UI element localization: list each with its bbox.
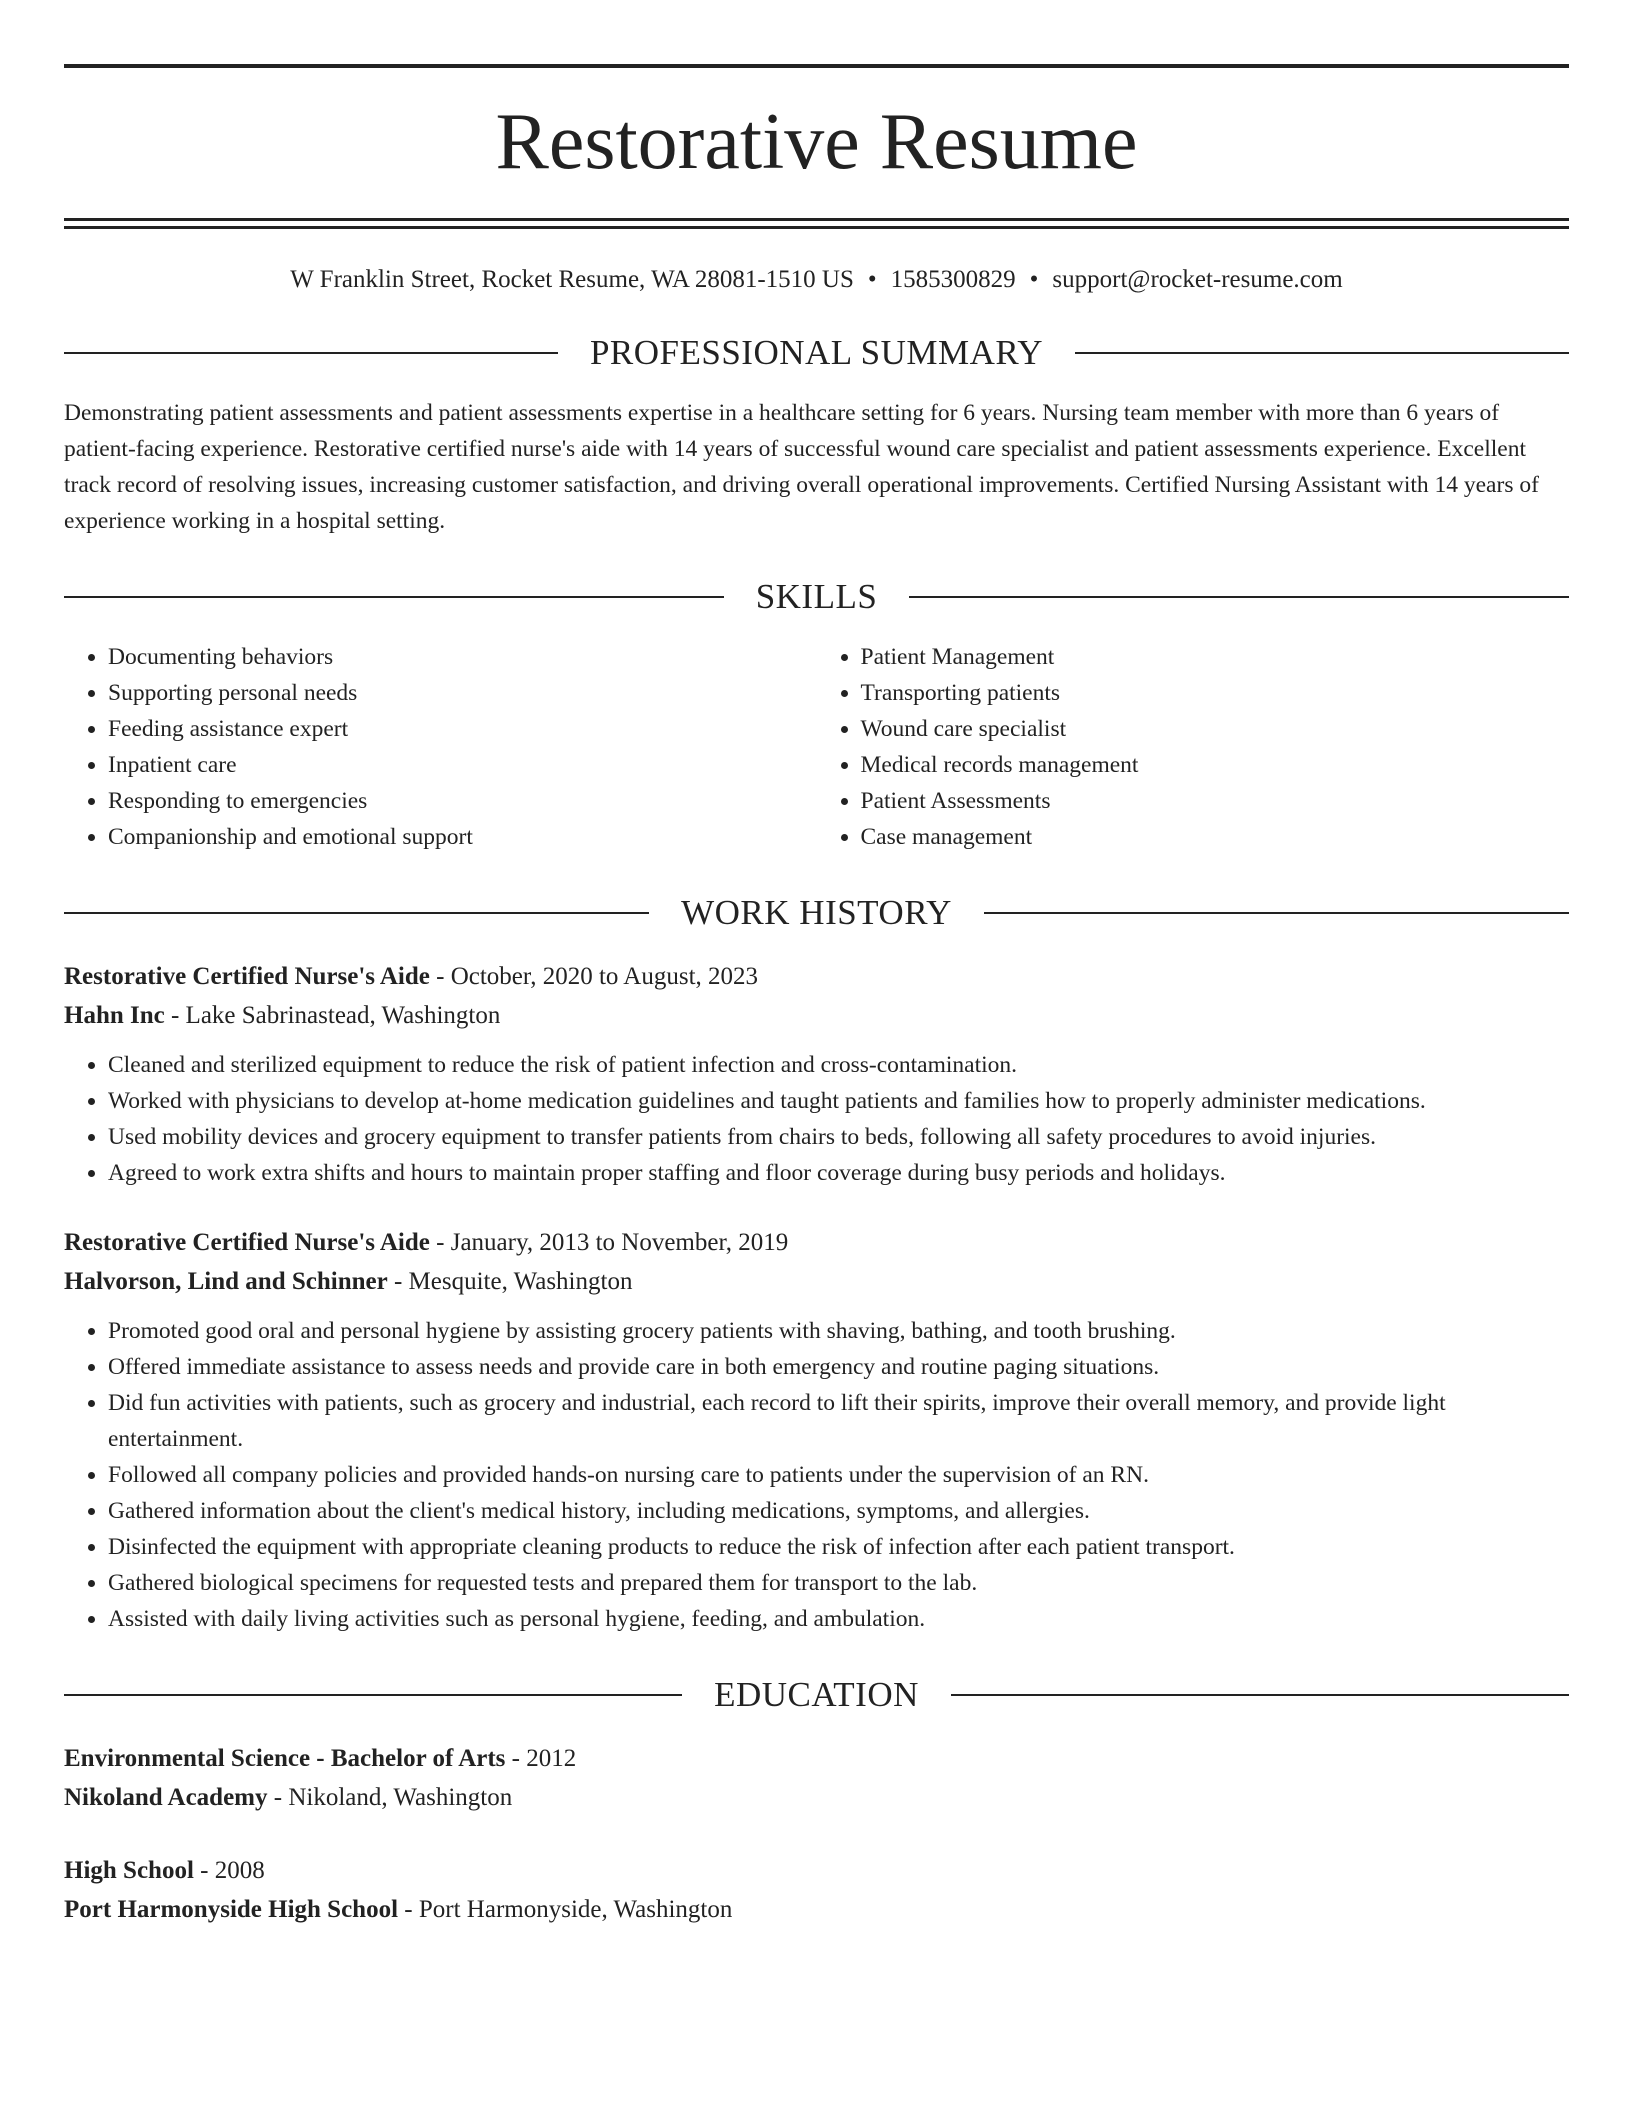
job-dates: - January, 2013 to November, 2019 bbox=[429, 1229, 789, 1256]
skill-item: • Responding to emergencies bbox=[108, 783, 817, 819]
job-title-line bbox=[64, 1223, 1569, 1262]
education-school: Port Harmonyside High School bbox=[64, 1896, 399, 1923]
skills-title: SKILLS bbox=[755, 577, 878, 616]
education-school-line bbox=[64, 1890, 1569, 1929]
job-title-line bbox=[64, 957, 1569, 996]
education-degree: Environmental Science - Bachelor of Arts bbox=[64, 1745, 506, 1772]
skills-column-left bbox=[64, 639, 817, 855]
skill-item: • Documenting behaviors bbox=[108, 639, 817, 675]
education-title: EDUCATION bbox=[714, 1675, 919, 1714]
job-entry bbox=[64, 957, 1569, 1191]
job-location: - Mesquite, Washington bbox=[387, 1268, 633, 1295]
job-company-line bbox=[64, 1262, 1569, 1301]
contact-line bbox=[64, 265, 1569, 295]
heading-rule bbox=[951, 1694, 1569, 1696]
name-double-rule bbox=[64, 218, 1569, 229]
skill-item: • Case management bbox=[861, 819, 1570, 855]
education-entry bbox=[64, 1739, 1569, 1817]
job-bullet: • Worked with physicians to develop at-home medication guidelines and taught patients and families how to properly administer medications. bbox=[108, 1083, 1569, 1119]
contact-email[interactable]: support@rocket-resume.com bbox=[1052, 266, 1343, 293]
skills-column-right bbox=[817, 639, 1570, 855]
job-bullets bbox=[64, 1047, 1569, 1191]
summary-text: Demonstrating patient assessments and patient assessments expertise in a healthcare setting for 6 years. Nursing team member with more than 6 years of patient-facing experience. Restorative certified nurse's aide with 14 years of successful wound care specialist and patient assessments experience. Excellent track record of resolving issues, increasing customer satisfaction, and driving overall operational improvements. Certified Nursing Assistant with 14 years of experience working in a hospital setting. bbox=[64, 400, 1539, 534]
job-bullets bbox=[64, 1313, 1569, 1637]
skill-item: • Companionship and emotional support bbox=[108, 819, 817, 855]
summary-section-heading bbox=[64, 333, 1569, 373]
heading-rule bbox=[64, 352, 558, 354]
education-degree-line bbox=[64, 1739, 1569, 1778]
education-school: Nikoland Academy bbox=[64, 1784, 268, 1811]
contact-separator: • bbox=[867, 266, 877, 293]
skill-item: • Patient Management bbox=[861, 639, 1570, 675]
job-role: Restorative Certified Nurse's Aide bbox=[64, 1229, 430, 1256]
skill-item: • Transporting patients bbox=[861, 675, 1570, 711]
skill-item: • Supporting personal needs bbox=[108, 675, 817, 711]
education-entry bbox=[64, 1851, 1569, 1929]
heading-rule bbox=[64, 1694, 682, 1696]
skills-list bbox=[64, 639, 1569, 855]
skill-item: • Feeding assistance expert bbox=[108, 711, 817, 747]
education-section-heading bbox=[64, 1675, 1569, 1715]
skills-section-heading bbox=[64, 577, 1569, 617]
work-title: WORK HISTORY bbox=[681, 893, 952, 932]
heading-rule bbox=[984, 912, 1569, 914]
job-bullet: • Gathered information about the client's medical history, including medications, symptoms, and allergies. bbox=[108, 1493, 1569, 1529]
education-degree: High School bbox=[64, 1857, 194, 1884]
job-bullet: • Promoted good oral and personal hygiene by assisting grocery patients with shaving, bathing, and tooth brushing. bbox=[108, 1313, 1569, 1349]
work-section-heading bbox=[64, 893, 1569, 933]
job-role: Restorative Certified Nurse's Aide bbox=[64, 963, 430, 990]
job-company: Halvorson, Lind and Schinner bbox=[64, 1268, 388, 1295]
heading-rule bbox=[1075, 352, 1569, 354]
education-year: - 2008 bbox=[193, 1857, 265, 1884]
contact-address: W Franklin Street, Rocket Resume, WA 28081-1510 US bbox=[290, 266, 854, 293]
job-bullet: • Offered immediate assistance to assess needs and provide care in both emergency and routine paging situations. bbox=[108, 1349, 1569, 1385]
job-bullet: • Followed all company policies and provided hands-on nursing care to patients under the supervision of an RN. bbox=[108, 1457, 1569, 1493]
job-bullet: • Gathered biological specimens for requested tests and prepared them for transport to the lab. bbox=[108, 1565, 1569, 1601]
education-location: - Port Harmonyside, Washington bbox=[398, 1896, 733, 1923]
heading-rule bbox=[909, 596, 1569, 598]
skill-item: • Inpatient care bbox=[108, 747, 817, 783]
top-rule bbox=[64, 64, 1569, 68]
job-bullet: • Disinfected the equipment with appropriate cleaning products to reduce the risk of infection after each patient transport. bbox=[108, 1529, 1569, 1565]
heading-rule bbox=[64, 596, 724, 598]
education-year: - 2012 bbox=[505, 1745, 577, 1772]
resume-page bbox=[64, 64, 1569, 1929]
resume-name: Restorative Resume bbox=[495, 98, 1138, 186]
summary-title: PROFESSIONAL SUMMARY bbox=[589, 333, 1044, 372]
job-bullet: • Agreed to work extra shifts and hours to maintain proper staffing and floor coverage during busy periods and holidays. bbox=[108, 1155, 1569, 1191]
job-company: Hahn Inc bbox=[64, 1002, 165, 1029]
job-bullet: • Cleaned and sterilized equipment to reduce the risk of patient infection and cross-contamination. bbox=[108, 1047, 1569, 1083]
job-company-line bbox=[64, 996, 1569, 1035]
job-location: - Lake Sabrinastead, Washington bbox=[164, 1002, 501, 1029]
education-school-line bbox=[64, 1778, 1569, 1817]
education-location: - Nikoland, Washington bbox=[267, 1784, 513, 1811]
contact-separator: • bbox=[1029, 266, 1039, 293]
job-bullet: • Used mobility devices and grocery equipment to transfer patients from chairs to beds, following all safety procedures to avoid injuries. bbox=[108, 1119, 1569, 1155]
skill-item: • Patient Assessments bbox=[861, 783, 1570, 819]
contact-phone[interactable]: 1585300829 bbox=[890, 266, 1016, 293]
job-bullet: • Did fun activities with patients, such as grocery and industrial, each record to lift their spirits, improve their overall memory, and provide light entertainment. bbox=[108, 1385, 1569, 1457]
skill-item: • Wound care specialist bbox=[861, 711, 1570, 747]
job-bullet: • Assisted with daily living activities such as personal hygiene, feeding, and ambulation. bbox=[108, 1601, 1569, 1637]
job-dates: - October, 2020 to August, 2023 bbox=[429, 963, 759, 990]
education-degree-line bbox=[64, 1851, 1569, 1890]
skill-item: • Medical records management bbox=[861, 747, 1570, 783]
job-entry bbox=[64, 1223, 1569, 1637]
heading-rule bbox=[64, 912, 649, 914]
